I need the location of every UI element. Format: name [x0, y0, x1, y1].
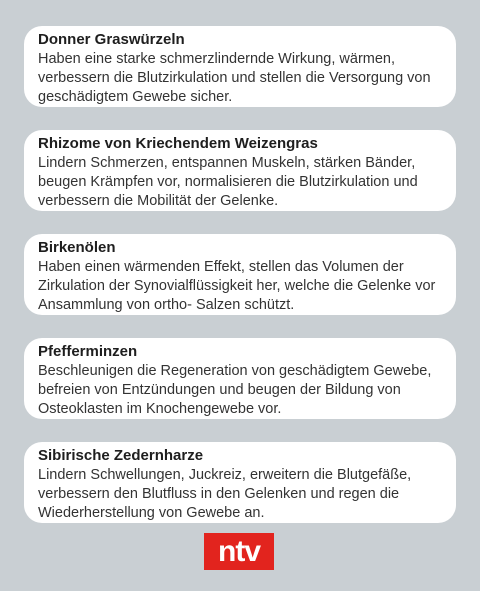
ingredient-description: Lindern Schmerzen, entspannen Muskeln, stärken Bänder, beugen Krämpfen vor, normalisieren die Blutzirkulation und verbessern die Mobilität der Gelenke.: [38, 155, 418, 209]
ingredient-title: Rhizome von Kriechendem Weizengras: [38, 135, 318, 152]
ingredient-list: [24, 26, 456, 546]
ingredient-title: Pfefferminzen: [38, 343, 138, 360]
ntv-logo: [204, 533, 274, 570]
ingredient-title: Sibirische Zedernharze: [38, 447, 204, 464]
ingredient-card: [24, 442, 456, 523]
ingredient-card: [24, 234, 456, 315]
ingredient-card: [24, 338, 456, 419]
ingredient-card: [24, 26, 456, 107]
ingredient-description: Lindern Schwellungen, Juckreiz, erweitern die Blutgefäße, verbessern den Blutfluss in den Gelenken und regen die Wiederherstellung von Gewebe an.: [38, 467, 412, 521]
ingredient-description: Beschleunigen die Regeneration von geschädigtem Gewebe, befreien von Entzündungen und beugen der Bildung von Osteoklasten im Knochengewebe vor.: [38, 363, 432, 417]
ingredient-title: Donner Graswürzeln: [38, 31, 185, 48]
ingredient-title: Birkenölen: [38, 239, 116, 256]
ingredient-description: Haben eine starke schmerzlindernde Wirkung, wärmen, verbessern die Blutzirkulation und stellen die Versorgung von geschädigtem Gewebe sicher.: [38, 51, 431, 105]
ingredient-description: Haben einen wärmenden Effekt, stellen das Volumen der Zirkulation der Synovialflüssigkeit her, welche die Gelenke vor Ansammlung von ortho- Salzen schützt.: [38, 259, 436, 313]
ingredient-card: [24, 130, 456, 211]
logo-text: ntv: [218, 534, 260, 568]
